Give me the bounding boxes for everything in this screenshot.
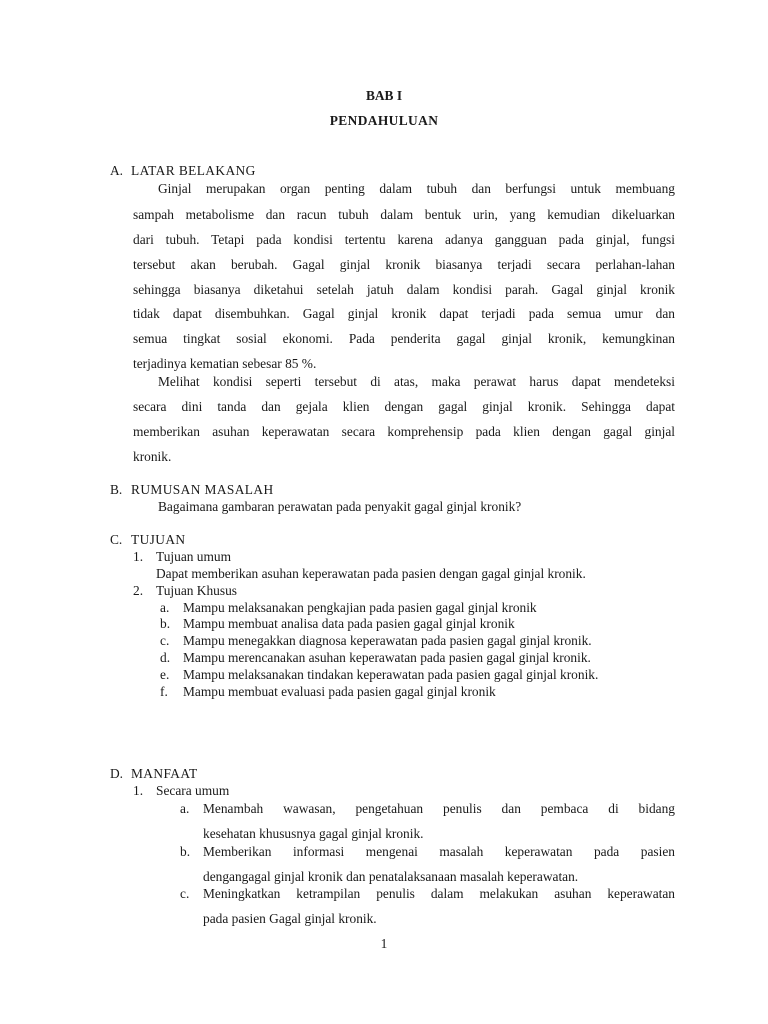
section-a-heading: LATAR BELAKANG: [131, 163, 256, 178]
list-item-line: Meningkatkan ketrampilan penulis dalam melakukan asuhan keperawatan: [203, 886, 675, 901]
para-line: kronik.: [133, 449, 172, 464]
list-letter: a.: [180, 801, 190, 816]
list-text: Dapat memberikan asuhan keperawatan pada pasien dengan gagal ginjal kronik.: [156, 566, 586, 581]
page-number: 1: [380, 936, 388, 951]
chapter-label: BAB I: [365, 88, 403, 103]
section-c-marker: C.: [110, 532, 123, 547]
list-label: Tujuan umum: [156, 549, 232, 564]
para-line: tidak dapat disembuhkan. Gagal ginjal kronik dapat terjadi pada semua umur dan: [133, 306, 675, 321]
list-item-line: pada pasien Gagal ginjal kronik.: [203, 911, 377, 926]
list-item: Mampu merencanakan asuhan keperawatan pada pasien gagal ginjal kronik.: [183, 650, 591, 665]
list-item: Mampu membuat evaluasi pada pasien gagal ginjal kronik: [183, 684, 496, 699]
list-letter: b.: [180, 844, 191, 859]
list-item: Mampu melaksanakan pengkajian pada pasien gagal ginjal kronik: [183, 600, 537, 615]
list-letter: b.: [160, 616, 171, 631]
section-b-heading: RUMUSAN MASALAH: [131, 482, 274, 497]
list-letter: e.: [160, 667, 170, 682]
section-d-marker: D.: [110, 766, 124, 781]
para-line: Melihat kondisi seperti tersebut di atas, maka perawat harus dapat mendeteksi: [158, 374, 675, 389]
para-line: sampah metabolisme dan racun tubuh dalam bentuk urin, yang kemudian dikeluarkan: [133, 207, 675, 222]
para-line: memberikan asuhan keperawatan secara komprehensip pada klien dengan gagal ginjal: [133, 424, 675, 439]
list-letter: c.: [180, 886, 190, 901]
para-line: secara dini tanda dan gejala klien dengan gagal ginjal kronik. Sehingga dapat: [133, 399, 675, 414]
list-item: Mampu membuat analisa data pada pasien gagal ginjal kronik: [183, 616, 515, 631]
list-letter: d.: [160, 650, 171, 665]
para-line: sehingga biasanya diketahui setelah jatuh dalam kondisi parah. Gagal ginjal kronik: [133, 282, 675, 297]
list-item-line: Menambah wawasan, pengetahuan penulis dan pembaca di bidang: [203, 801, 675, 816]
para-line: semua tingkat sosial ekonomi. Pada penderita gagal ginjal kronik, kemungkinan: [133, 331, 675, 346]
list-item: Mampu menegakkan diagnosa keperawatan pada pasien gagal ginjal kronik.: [183, 633, 592, 648]
section-c-heading: TUJUAN: [131, 532, 186, 547]
section-d-heading: MANFAAT: [131, 766, 198, 781]
para-line: tersebut akan berubah. Gagal ginjal kronik biasanya terjadi secara perlahan-lahan: [133, 257, 675, 272]
para-line: dari tubuh. Tetapi pada kondisi tertentu karena adanya gangguan pada ginjal, fungsi: [133, 232, 675, 247]
list-letter: a.: [160, 600, 170, 615]
section-b-marker: B.: [110, 482, 123, 497]
section-a-marker: A.: [110, 163, 124, 178]
list-item-line: Memberikan informasi mengenai masalah keperawatan pada pasien: [203, 844, 675, 859]
chapter-title: PENDAHULUAN: [329, 113, 439, 128]
list-item: Mampu melaksanakan tindakan keperawatan pada pasien gagal ginjal kronik.: [183, 667, 599, 682]
para-line: terjadinya kematian sebesar 85 %.: [133, 356, 317, 371]
list-item-line: dengangagal ginjal kronik dan penatalaksanaan masalah keperawatan.: [203, 869, 579, 884]
para-line: Ginjal merupakan organ penting dalam tubuh dan berfungsi untuk membuang: [158, 181, 675, 196]
list-label: Secara umum: [156, 783, 230, 798]
list-letter: f.: [160, 684, 168, 699]
list-number: 2.: [133, 583, 144, 598]
list-number: 1.: [133, 783, 144, 798]
list-item-line: kesehatan khususnya gagal ginjal kronik.: [203, 826, 424, 841]
section-b-text: Bagaimana gambaran perawatan pada penyakit gagal ginjal kronik?: [158, 499, 522, 514]
list-number: 1.: [133, 549, 144, 564]
list-letter: c.: [160, 633, 170, 648]
list-label: Tujuan Khusus: [156, 583, 237, 598]
